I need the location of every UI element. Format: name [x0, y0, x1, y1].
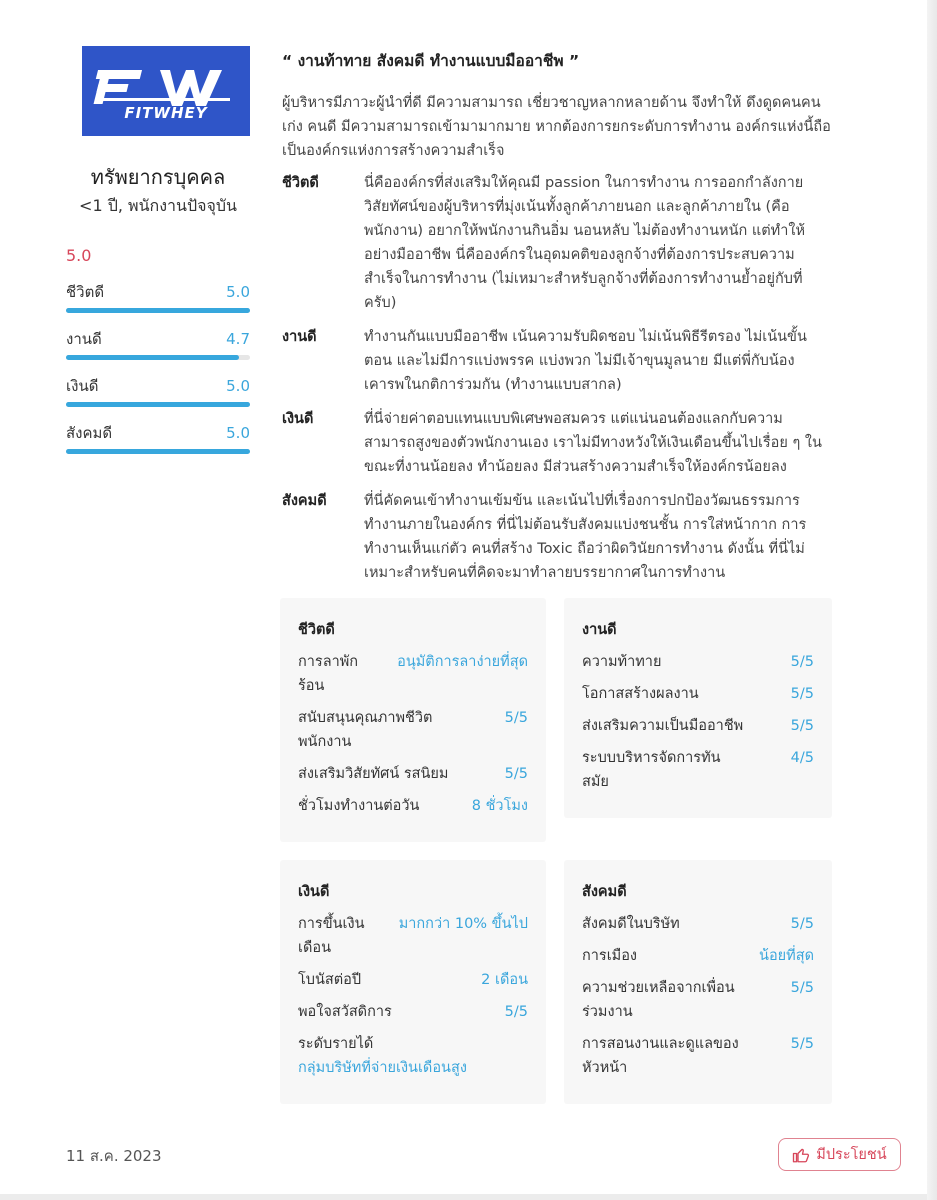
rating-bar: [66, 449, 250, 454]
rating-label: งานดี: [66, 330, 102, 348]
card-row-key: การลาพักร้อน: [298, 654, 359, 694]
card-title: สังคมดี: [582, 884, 627, 900]
card-money: [280, 860, 546, 1104]
review-section-text: นี่คือองค์กรที่ส่งเสริมให้คุณมี passion ในการทำงาน การออกกำลังกาย วิสัยทัศน์ของผู้บริหารที่มุ่งเน้นทั้งลูกค้าภายนอก และลูกค้าภายใน (คือพนักงาน) อยากให้พนักงานกินอิ่ม นอนหลับ ไม่ต้องทำงานหนัก แต่ทำให้อย่างมืออาชีพ นี่คือองค์กรในอุดมคติของลูกจ้างที่ต้องการประสบความสำเร็จในการทำงาน (ไม่เหมาะสำหรับลูกจ้างที่ต้องการทำงานย้ำอยู่กับที่ครับ): [364, 175, 806, 311]
card-row-value: 8 ชั่วโมง: [471, 798, 528, 814]
card-row-key: การขึ้นเงินเดือน: [298, 916, 365, 956]
review-section-category: เงินดี: [282, 411, 314, 427]
card-row-value: 5/5: [790, 1036, 814, 1052]
card-row-value: มากกว่า 10% ขึ้นไป: [398, 916, 528, 932]
review-section-money: [282, 407, 832, 479]
card-row-key: สังคมดีในบริษัท: [582, 916, 680, 932]
card-life: [280, 598, 546, 842]
card-work: [564, 598, 832, 818]
rating-bar-fill: [66, 355, 239, 360]
card-row-value: อนุมัติการลาง่ายที่สุด: [397, 654, 528, 670]
card-row-key: การสอนงานและดูแลของหัวหน้า: [582, 1036, 739, 1076]
card-title: ชีวิตดี: [298, 622, 335, 638]
card-row-value: 5/5: [504, 710, 528, 726]
card-row: [582, 650, 814, 674]
rating-social: [66, 423, 250, 454]
reviewer-role: ทรัพยากรบุคคล: [90, 165, 226, 189]
card-row-key: ความท้าทาย: [582, 654, 662, 670]
card-row-key: ความช่วยเหลือจากเพื่อนร่วมงาน: [582, 980, 735, 1020]
review-section-category: สังคมดี: [282, 493, 327, 509]
card-row-key: ชั่วโมงทำงานต่อวัน: [298, 798, 420, 814]
rating-bar: [66, 308, 250, 313]
review-section-life: [282, 171, 832, 315]
card-row: [298, 794, 528, 818]
rating-life: [66, 282, 250, 313]
review-section-work: [282, 325, 832, 397]
card-row-value: น้อยที่สุด: [759, 948, 814, 964]
card-row-key: ส่งเสริมวิสัยทัศน์ รสนิยม: [298, 766, 449, 782]
logo-wordmark: FITWHEY: [124, 104, 208, 122]
rating-bar-fill: [66, 449, 250, 454]
review-headline: “ งานท้าทาย สังคมดี ทำงานแบบมืออาชีพ ”: [282, 52, 580, 70]
rating-work: [66, 329, 250, 360]
card-title: เงินดี: [298, 884, 330, 900]
review-section-category: งานดี: [282, 329, 317, 345]
rating-label: ชีวิตดี: [66, 283, 105, 301]
fitwhey-logo-icon: [82, 46, 250, 136]
review-summary: ผู้บริหารมีภาวะผู้นำที่ดี มีความสามารถ เชี่ยวชาญหลากหลายด้าน จึงทำให้ ดึงดูดคนคนเก่ง คนดี มีความสามารถเข้ามามากมาย หากต้องการยกระดับการทำงาน องค์กรแห่งนี้ถือเป็นองค์กรแห่งการสร้างความสำเร็จ: [282, 95, 831, 159]
rating-bar: [66, 355, 250, 360]
card-row-value: 4/5: [790, 750, 814, 766]
card-row-value: 5/5: [504, 1004, 528, 1020]
review-content: [282, 50, 832, 585]
card-row-key: พอใจสวัสดิการ: [298, 1004, 392, 1020]
reviewer-panel: [66, 46, 250, 454]
card-row: [298, 968, 528, 992]
card-row: [582, 976, 814, 1024]
rating-label: สังคมดี: [66, 424, 113, 442]
card-row-value: 5/5: [790, 916, 814, 932]
card-title: งานดี: [582, 622, 617, 638]
helpful-label: มีประโยชน์: [816, 1147, 887, 1163]
card-row-value: 5/5: [504, 766, 528, 782]
card-row: [582, 714, 814, 738]
card-row-key: โบนัสต่อปี: [298, 972, 362, 988]
card-row-key: ส่งเสริมความเป็นมืออาชีพ: [582, 718, 744, 734]
card-row: [582, 682, 814, 706]
rating-value: 4.7: [226, 330, 250, 348]
card-row: [582, 746, 814, 794]
card-row: [582, 944, 814, 968]
card-row-value: 5/5: [790, 654, 814, 670]
review-section-category: ชีวิตดี: [282, 175, 319, 191]
card-row-value: 5/5: [790, 686, 814, 702]
rating-value: 5.0: [226, 283, 250, 301]
card-row: [298, 706, 528, 754]
helpful-button[interactable]: [778, 1138, 901, 1171]
thumbs-up-icon: [792, 1146, 810, 1164]
rating-money: [66, 376, 250, 407]
rating-value: 5.0: [226, 424, 250, 442]
card-row: [298, 912, 528, 960]
rating-bar: [66, 402, 250, 407]
card-row-key: ระบบบริหารจัดการทันสมัย: [582, 750, 721, 790]
card-row: [298, 650, 528, 698]
rating-label: เงินดี: [66, 377, 99, 395]
card-row-key: โอกาสสร้างผลงาน: [582, 686, 699, 702]
overall-score: 5.0: [66, 246, 92, 265]
company-logo: [82, 46, 250, 136]
review-section-text: ที่นี่คัดคนเข้าทำงานเข้มข้น และเน้นไปที่เรื่องการปกป้องวัฒนธรรมการทำงานภายในองค์กร ที่นี่ไม่ต้อนรับสังคมแบ่งชนชั้น การใส่หน้ากาก การทำงานเห็นแก่ตัว คนที่สร้าง Toxic ถือว่าผิดวินัยการทำงาน ดังนั้น ที่นี่ไม่เหมาะสำหรับคนที่คิดจะมาทำลายบรรยากาศในการทำงาน: [364, 493, 807, 581]
card-row: [298, 1000, 528, 1024]
rating-bar-fill: [66, 402, 250, 407]
card-row: [582, 1032, 814, 1080]
card-row-value: 5/5: [790, 980, 814, 996]
review-section-text: ที่นี่จ่ายค่าตอบแทนแบบพิเศษพอสมควร แต่แน่นอนต้องแลกกับความสามารถสูงของตัวพนักงานเอง เราไม่มีทางหวังให้เงินเดือนขึ้นไปเรื่อย ๆ ในขณะที่งานน้อยลง ทำน้อยลง มีส่วนสร้างความสำเร็จให้องค์กรน้อยลง: [364, 411, 822, 475]
card-row-key: การเมือง: [582, 948, 638, 964]
reviewer-tenure: <1 ปี, พนักงานปัจจุบัน: [79, 196, 237, 215]
card-row: [298, 1032, 528, 1080]
card-row: [582, 912, 814, 936]
card-row-value: 5/5: [790, 718, 814, 734]
card-row-value: 2 เดือน: [481, 972, 528, 988]
review-section-text: ทำงานกันแบบมืออาชีพ เน้นความรับผิดชอบ ไม่เน้นพิธีรีตรอง ไม่เน้นขั้นตอน และไม่มีการแบ่งพรรค แบ่งพวก ไม่มีเจ้าขุนมูลนาย มีแต่พี่กับน้องเคารพในกติการ่วมกัน (ทำงานแบบสากล): [364, 329, 807, 393]
card-row-key: ระดับรายได้: [298, 1036, 374, 1052]
card-row-value: กลุ่มบริษัทที่จ่ายเงินเดือนสูง: [298, 1060, 467, 1076]
rating-value: 5.0: [226, 377, 250, 395]
card-row-key: สนับสนุนคุณภาพชีวิตพนักงาน: [298, 710, 433, 750]
card-social: [564, 860, 832, 1104]
card-row: [298, 762, 528, 786]
review-date: 11 ส.ค. 2023: [66, 1147, 162, 1165]
review-section-social: [282, 489, 832, 585]
rating-bar-fill: [66, 308, 250, 313]
